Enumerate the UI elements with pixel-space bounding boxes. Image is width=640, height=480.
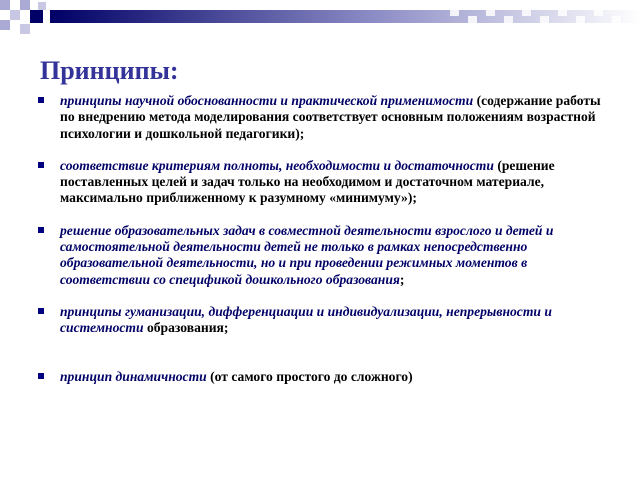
square-bullet-icon [38, 162, 44, 168]
square-bullet-icon [38, 373, 44, 379]
principle-italic: решение образовательных задач в совместной деятельности взрослого и детей и самостоятельной деятельности детей не только в рамках непосредственно образовательной деятельности, но и при проведении режимных моментов в соответствии со спецификой дошкольного образования [60, 222, 554, 287]
list-item [38, 93, 618, 142]
principle-italic: принцип динамичности [60, 368, 207, 384]
list-item [38, 369, 618, 385]
checkered-header-decoration [0, 0, 640, 40]
slide-title: Принципы: [40, 56, 179, 85]
principle-note: (содержание работы по внедрению метода моделирования соответствует основным положениям возрастной психологии и дошкольной педагогики); [60, 93, 601, 141]
square-bullet-icon [38, 227, 44, 233]
list-item [38, 223, 618, 288]
list-item [38, 304, 618, 337]
principle-italic: соответствие критериям полноты, необходимости и достаточности [60, 157, 494, 173]
principles-list [38, 93, 618, 385]
list-item [38, 158, 618, 207]
principle-italic: принципы научной обоснованности и практической применимости [60, 93, 474, 108]
principle-note: ; [399, 271, 405, 287]
square-bullet-icon [38, 308, 44, 314]
principle-note: образования; [143, 320, 229, 336]
square-bullet-icon [38, 97, 44, 103]
principle-note: (решение поставленных целей и задач только на необходимом и достаточном материале, максимально приближенному к разумному «минимуму»); [60, 157, 555, 206]
principle-note: (от самого простого до сложного) [206, 368, 413, 384]
principle-italic: принципы гуманизации, дифференциации и индивидуализации, непрерывности и системности [60, 303, 552, 336]
